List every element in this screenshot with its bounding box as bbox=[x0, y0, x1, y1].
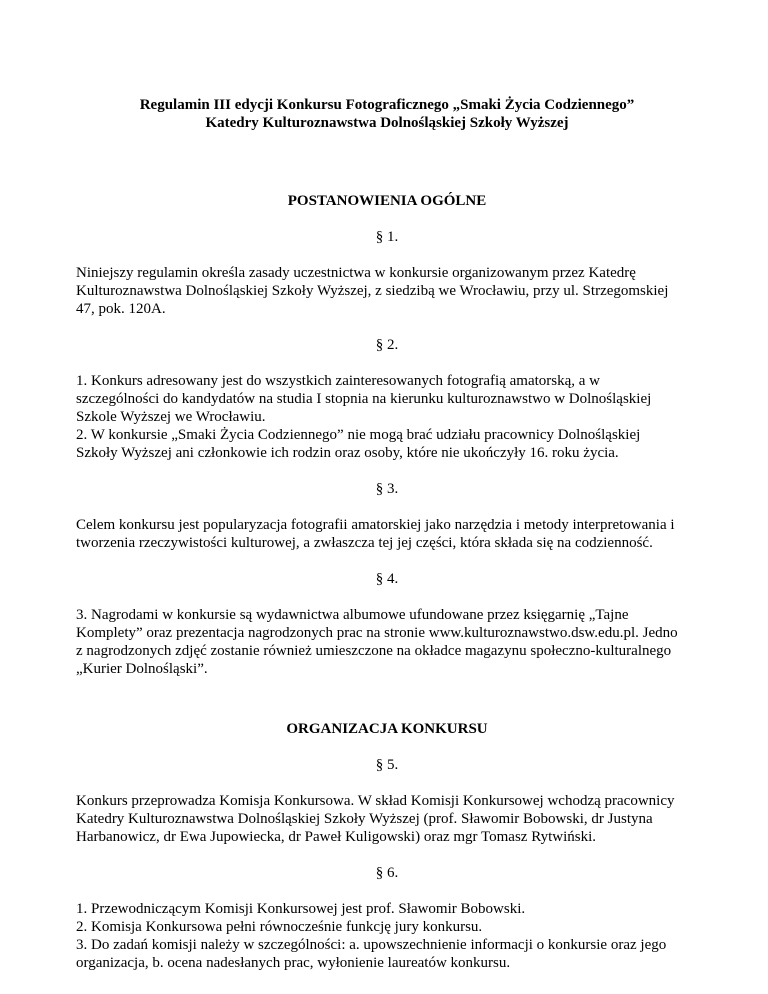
paragraph-5-text bbox=[76, 792, 698, 846]
text-line: 2. W konkursie „Smaki Życia Codziennego” nie mogą brać udziału pracownicy Dolnośląskiej bbox=[76, 427, 641, 443]
text-line: 1. Konkurs adresowany jest do wszystkich zainteresowanych fotografią amatorską, a w bbox=[76, 373, 601, 389]
text-line: Kulturoznawstwa Dolnośląskiej Szkoły Wyższej, z siedzibą we Wrocławiu, przy ul. Strzegomskiej bbox=[76, 283, 669, 299]
document-page bbox=[76, 96, 698, 972]
paragraph-number-3: § 3. bbox=[375, 481, 399, 497]
title-line-1: Regulamin III edycji Konkursu Fotograficznego „Smaki Życia Codziennego” bbox=[139, 97, 635, 113]
paragraph-number-1: § 1. bbox=[375, 229, 399, 245]
paragraph-2-text bbox=[76, 372, 698, 462]
paragraph-3-text bbox=[76, 516, 698, 552]
paragraph-number-6: § 6. bbox=[375, 865, 399, 881]
text-line: 47, pok. 120A. bbox=[76, 301, 166, 317]
text-line: Komplety” oraz prezentacja nagrodzonych prac na stronie www.kulturoznawstwo.dsw.edu.pl. Jedno bbox=[76, 625, 678, 641]
text-line: 3. Nagrodami w konkursie są wydawnictwa albumowe ufundowane przez księgarnię „Tajne bbox=[76, 607, 629, 623]
text-line: tworzenia rzeczywistości kulturowej, a zwłaszcza tej jej części, która składa się na codzienność. bbox=[76, 535, 653, 551]
text-line: Celem konkursu jest popularyzacja fotografii amatorskiej jako narzędzia i metody interpretowania i bbox=[76, 517, 675, 533]
text-line: 3. Do zadań komisji należy w szczególności: a. upowszechnienie informacji o konkursie oraz jego bbox=[76, 937, 667, 953]
text-line: Katedry Kulturoznawstwa Dolnośląskiej Szkoły Wyższej (prof. Sławomir Bobowski, dr Justyna bbox=[76, 811, 653, 827]
paragraph-number-4: § 4. bbox=[375, 571, 399, 587]
paragraph-4-text bbox=[76, 606, 698, 678]
text-line: Konkurs przeprowadza Komisja Konkursowa. W skład Komisji Konkursowej wchodzą pracownicy bbox=[76, 793, 675, 809]
section-heading-general: POSTANOWIENIA OGÓLNE bbox=[287, 193, 487, 209]
paragraph-1-text bbox=[76, 264, 698, 318]
text-line: Szkole Wyższej we Wrocławiu. bbox=[76, 409, 266, 425]
text-line: z nagrodzonych zdjęć zostanie również umieszczone na okładce magazynu społeczno-kulturalnego bbox=[76, 643, 672, 659]
text-line: Szkoły Wyższej ani członkowie ich rodzin oraz osoby, które nie ukończyły 16. roku życia. bbox=[76, 445, 619, 461]
document-title bbox=[76, 96, 698, 132]
text-line: Harbanowicz, dr Ewa Jupowiecka, dr Paweł Kuligowski) oraz mgr Tomasz Rytwiński. bbox=[76, 829, 597, 845]
text-line: organizacja, b. ocena nadesłanych prac, wyłonienie laureatów konkursu. bbox=[76, 955, 511, 971]
section-heading-organization: ORGANIZACJA KONKURSU bbox=[286, 721, 488, 737]
paragraph-number-2: § 2. bbox=[375, 337, 399, 353]
text-line: szczególności do kandydatów na studia I stopnia na kierunku kulturoznawstwo w Dolnośląskiej bbox=[76, 391, 652, 407]
text-line: Niniejszy regulamin określa zasady uczestnictwa w konkursie organizowanym przez Katedrę bbox=[76, 265, 636, 281]
title-line-2: Katedry Kulturoznawstwa Dolnośląskiej Szkoły Wyższej bbox=[205, 115, 569, 131]
paragraph-6-text bbox=[76, 900, 698, 972]
paragraph-number-5: § 5. bbox=[375, 757, 399, 773]
text-line: 2. Komisja Konkursowa pełni równocześnie funkcję jury konkursu. bbox=[76, 919, 483, 935]
text-line: 1. Przewodniczącym Komisji Konkursowej jest prof. Sławomir Bobowski. bbox=[76, 901, 526, 917]
text-line: „Kurier Dolnośląski”. bbox=[76, 661, 208, 677]
